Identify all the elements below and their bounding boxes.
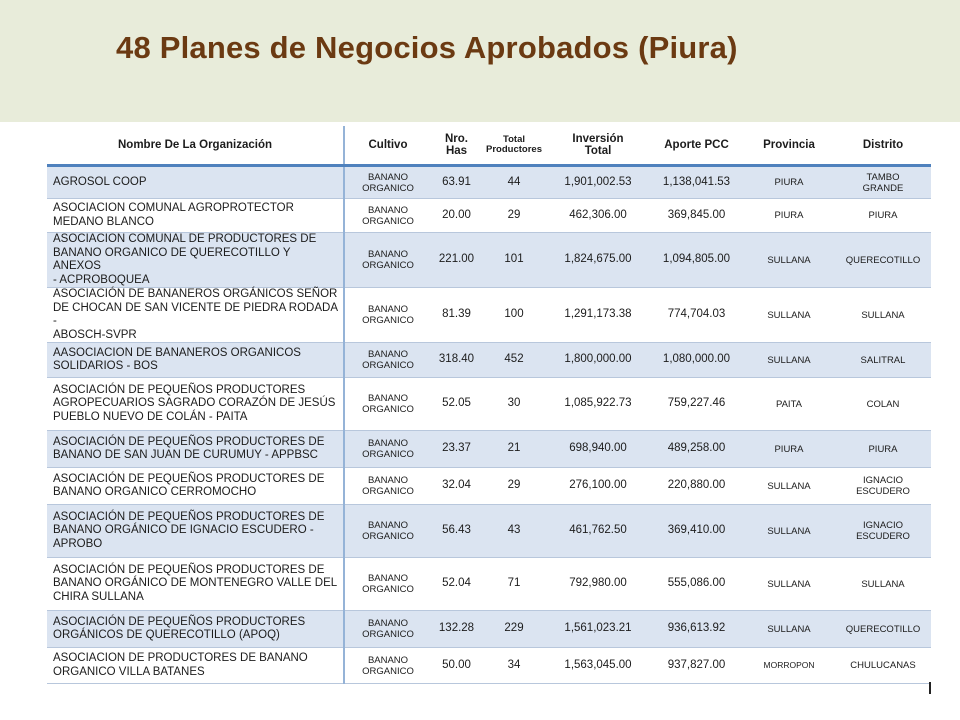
cell-province: MORROPON — [743, 648, 835, 684]
cell-total-producers: 100 — [482, 288, 546, 343]
cell-crop-line: ORGANICO — [362, 260, 414, 271]
cell-crop-line: ORGANICO — [362, 360, 414, 371]
header-organization-name: Nombre De La Organización — [47, 126, 344, 166]
cell-hectares: 318.40 — [431, 343, 482, 378]
header-investment-line1: Inversión — [572, 133, 624, 145]
cell-total-producers: 101 — [482, 233, 546, 288]
cell-crop-line: BANANO — [367, 249, 409, 260]
cell-district — [835, 611, 931, 648]
cell-crop-line: ORGANICO — [362, 584, 414, 595]
cell-province: PIURA — [743, 199, 835, 233]
cell-total-producers: 30 — [482, 378, 546, 431]
header-total-investment — [546, 126, 650, 166]
cell-total-producers: 29 — [482, 468, 546, 505]
table-row — [47, 648, 931, 684]
cell-district — [835, 558, 931, 611]
cell-crop — [344, 431, 431, 468]
cell-crop — [344, 166, 431, 199]
cell-organization-name-line: ASOCIACIÓN DE PEQUEÑOS PRODUCTORES — [53, 383, 306, 396]
cell-hectares: 52.05 — [431, 378, 482, 431]
cell-crop — [344, 343, 431, 378]
cell-organization-name — [47, 166, 344, 199]
cell-district — [835, 199, 931, 233]
cell-organization-name — [47, 468, 344, 505]
table-body — [47, 166, 931, 684]
table-row — [47, 166, 931, 199]
cell-crop — [344, 648, 431, 684]
cell-crop-line: BANANO — [367, 304, 409, 315]
cell-total-investment: 1,085,922.73 — [546, 378, 650, 431]
cell-organization-name-line: AGROSOL COOP — [53, 175, 147, 188]
cell-crop-line: ORGANICO — [362, 486, 414, 497]
cell-province: SULLANA — [743, 505, 835, 558]
cell-hectares: 23.37 — [431, 431, 482, 468]
cell-crop — [344, 468, 431, 505]
cell-province: SULLANA — [743, 343, 835, 378]
cell-province: PIURA — [743, 431, 835, 468]
cell-organization-name-line: ORGÁNICOS DE QUERECOTILLO (APOQ) — [53, 629, 280, 641]
cell-crop — [344, 505, 431, 558]
cell-total-producers: 44 — [482, 166, 546, 199]
cell-pcc-contribution: 369,410.00 — [650, 505, 743, 558]
header-pcc-contribution: Aporte PCC — [650, 126, 743, 166]
cell-organization-name-line: ASOCIACIÓN DE PEQUEÑOS PRODUCTORES DE — [53, 435, 325, 448]
cell-pcc-contribution: 1,138,041.53 — [650, 166, 743, 199]
cell-crop-line: ORGANICO — [362, 404, 414, 415]
cell-organization-name-line: ASOCIACIÓN DE PEQUEÑOS PRODUCTORES — [53, 615, 306, 628]
cell-district-line: SULLANA — [861, 578, 905, 590]
page-title: 48 Planes de Negocios Aprobados (Piura) — [116, 30, 738, 65]
cell-organization-name-line: AASOCIACION DE BANANEROS ORGANICOS — [53, 346, 301, 359]
table-row — [47, 378, 931, 431]
header-district: Distrito — [835, 126, 931, 166]
cell-pcc-contribution: 369,845.00 — [650, 199, 743, 233]
cell-crop-line: BANANO — [367, 520, 409, 531]
table-header-row — [47, 126, 931, 166]
cell-district — [835, 343, 931, 378]
table-row — [47, 343, 931, 378]
cell-crop-line: BANANO — [367, 349, 409, 360]
cell-province: PAITA — [743, 378, 835, 431]
header-hectares-line1: Nro. — [445, 133, 468, 145]
header-crop: Cultivo — [344, 126, 431, 166]
cell-organization-name — [47, 199, 344, 233]
cell-district-line: SULLANA — [861, 309, 905, 321]
cell-crop-line: BANANO — [367, 618, 409, 629]
cell-crop-line: ORGANICO — [362, 315, 414, 326]
cell-crop-line: BANANO — [367, 438, 409, 449]
cell-organization-name-line: ABOSCH-SVPR — [53, 328, 137, 341]
cell-pcc-contribution: 489,258.00 — [650, 431, 743, 468]
cell-total-investment: 1,291,173.38 — [546, 288, 650, 343]
cell-crop-line: ORGANICO — [362, 449, 414, 460]
cell-crop-line: ORGANICO — [362, 531, 414, 542]
table-row — [47, 199, 931, 233]
cell-hectares: 132.28 — [431, 611, 482, 648]
cell-total-investment: 1,563,045.00 — [546, 648, 650, 684]
cell-organization-name-line: DE CHOCAN DE SAN VICENTE DE PIEDRA RODADA - — [53, 301, 338, 327]
table-row — [47, 288, 931, 343]
cell-district — [835, 166, 931, 199]
cell-organization-name-line: ASOCIACION COMUNAL DE PRODUCTORES DE — [53, 233, 317, 245]
cell-district — [835, 378, 931, 431]
cell-total-producers: 229 — [482, 611, 546, 648]
cell-district — [835, 468, 931, 505]
cell-crop-line: ORGANICO — [362, 665, 414, 677]
cell-district-line: GRANDE — [862, 182, 904, 194]
header-hectares — [431, 126, 482, 166]
cell-district-line: IGNACIO — [862, 475, 904, 486]
cell-district — [835, 233, 931, 288]
cell-crop-line: BANANO — [367, 475, 409, 486]
cell-total-producers: 29 — [482, 199, 546, 233]
cell-district — [835, 505, 931, 558]
cell-crop-line: BANANO — [367, 171, 409, 183]
title-band — [0, 0, 960, 122]
cell-pcc-contribution: 1,080,000.00 — [650, 343, 743, 378]
cell-district-line: TAMBO — [866, 171, 900, 183]
cell-crop-line: BANANO — [367, 393, 409, 404]
cell-organization-name-line: BANANO ORGÁNICO DE MONTENEGRO VALLE DEL — [53, 577, 338, 590]
cell-crop-line: ORGANICO — [362, 215, 414, 227]
cell-crop-line: BANANO — [367, 573, 409, 584]
cell-crop — [344, 378, 431, 431]
cell-crop — [344, 611, 431, 648]
cell-district-line: ESCUDERO — [856, 531, 910, 542]
cell-organization-name — [47, 558, 344, 611]
cell-pcc-contribution: 936,613.92 — [650, 611, 743, 648]
business-plans-table — [47, 126, 931, 684]
cell-pcc-contribution: 220,880.00 — [650, 468, 743, 505]
cell-organization-name — [47, 648, 344, 684]
cell-organization-name-line: - ACPROBOQUEA — [53, 273, 150, 286]
cell-province: SULLANA — [743, 288, 835, 343]
cell-total-producers: 21 — [482, 431, 546, 468]
cell-organization-name-line: ASOCIACION COMUNAL AGROPROTECTOR — [53, 202, 294, 214]
cell-pcc-contribution: 555,086.00 — [650, 558, 743, 611]
cell-organization-name-line: AGROPECUARIOS SAGRADO CORAZÓN DE JESÚS — [53, 397, 336, 410]
cell-district — [835, 288, 931, 343]
cell-hectares: 52.04 — [431, 558, 482, 611]
cell-organization-name-line: PUEBLO NUEVO DE COLÁN - PAITA — [53, 410, 248, 423]
cell-district — [835, 431, 931, 468]
cell-total-producers: 43 — [482, 505, 546, 558]
cell-organization-name-line: ASOCIACIÓN DE PEQUEÑOS PRODUCTORES DE — [53, 510, 325, 523]
cell-total-investment: 698,940.00 — [546, 431, 650, 468]
cell-organization-name — [47, 288, 344, 343]
table-row — [47, 611, 931, 648]
cell-organization-name-line: ASOCIACIÓN DE BANANEROS ORGÁNICOS SEÑOR — [53, 288, 338, 300]
cell-organization-name-line: SOLIDARIOS - BOS — [53, 360, 158, 372]
cell-crop-line: ORGANICO — [362, 629, 414, 640]
cell-hectares: 81.39 — [431, 288, 482, 343]
cell-total-investment: 462,306.00 — [546, 199, 650, 233]
header-total-producers — [482, 126, 546, 166]
cell-total-investment: 1,824,675.00 — [546, 233, 650, 288]
cell-province: SULLANA — [743, 558, 835, 611]
cell-organization-name-line: BANANO DE SAN JUAN DE CURUMUY - APPBSC — [53, 449, 318, 461]
cell-organization-name-line: APROBO — [53, 537, 103, 550]
cell-organization-name — [47, 378, 344, 431]
business-plans-table-container — [47, 126, 931, 694]
cell-crop — [344, 233, 431, 288]
cell-district — [835, 648, 931, 684]
cell-hectares: 50.00 — [431, 648, 482, 684]
cell-total-producers: 34 — [482, 648, 546, 684]
cell-district-line: COLAN — [866, 398, 900, 410]
cell-total-investment: 1,901,002.53 — [546, 166, 650, 199]
cell-organization-name-line: ASOCIACION DE PRODUCTORES DE BANANO — [53, 652, 308, 664]
cell-pcc-contribution: 774,704.03 — [650, 288, 743, 343]
cell-province: PIURA — [743, 166, 835, 199]
table-row — [47, 468, 931, 505]
cell-total-producers: 71 — [482, 558, 546, 611]
cell-crop — [344, 199, 431, 233]
cell-organization-name-line: ASOCIACIÓN DE PEQUEÑOS PRODUCTORES DE — [53, 472, 325, 485]
cell-district-line: CHULUCANAS — [850, 660, 916, 671]
cell-province: SULLANA — [743, 611, 835, 648]
cell-hectares: 221.00 — [431, 233, 482, 288]
cell-crop-line: ORGANICO — [362, 182, 414, 194]
header-investment-line2: Total — [584, 145, 612, 157]
cell-organization-name — [47, 343, 344, 378]
cell-hectares: 56.43 — [431, 505, 482, 558]
cell-organization-name-line: MEDANO BLANCO — [53, 215, 154, 228]
header-hectares-line2: Has — [445, 145, 468, 157]
header-producers-line1: Total — [503, 134, 525, 145]
cell-pcc-contribution: 937,827.00 — [650, 648, 743, 684]
cell-organization-name — [47, 611, 344, 648]
cell-pcc-contribution: 759,227.46 — [650, 378, 743, 431]
cell-total-producers: 452 — [482, 343, 546, 378]
cell-total-investment: 1,561,023.21 — [546, 611, 650, 648]
cell-organization-name — [47, 505, 344, 558]
table-row — [47, 431, 931, 468]
header-province: Provincia — [743, 126, 835, 166]
cell-total-investment: 792,980.00 — [546, 558, 650, 611]
cell-organization-name-line: ORGANICO VILLA BATANES — [53, 665, 205, 678]
cell-organization-name — [47, 431, 344, 468]
cell-organization-name-line: BANANO ORGÁNICO DE IGNACIO ESCUDERO - — [53, 524, 314, 537]
cell-district-line: IGNACIO — [862, 520, 904, 531]
cell-total-investment: 1,800,000.00 — [546, 343, 650, 378]
cell-total-investment: 461,762.50 — [546, 505, 650, 558]
cell-district-line: PIURA — [868, 210, 898, 221]
cell-district-line: QUERECOTILLO — [845, 623, 921, 635]
cell-crop-line: BANANO — [367, 204, 409, 216]
cell-crop — [344, 288, 431, 343]
header-producers-line2: Productores — [486, 144, 542, 155]
edge-marker — [929, 682, 931, 694]
table-row — [47, 505, 931, 558]
cell-pcc-contribution: 1,094,805.00 — [650, 233, 743, 288]
cell-organization-name-line: BANANO ORGANICO DE QUERECOTILLO Y ANEXOS — [53, 246, 291, 272]
cell-district-line: ESCUDERO — [856, 486, 910, 497]
table-row — [47, 233, 931, 288]
table-row — [47, 558, 931, 611]
cell-province: SULLANA — [743, 233, 835, 288]
cell-organization-name — [47, 233, 344, 288]
cell-district-line: QUERECOTILLO — [845, 254, 921, 266]
cell-province: SULLANA — [743, 468, 835, 505]
cell-organization-name-line: BANANO ORGANICO CERROMOCHO — [53, 486, 257, 498]
cell-hectares: 20.00 — [431, 199, 482, 233]
cell-crop-line: BANANO — [367, 654, 409, 666]
cell-hectares: 32.04 — [431, 468, 482, 505]
cell-hectares: 63.91 — [431, 166, 482, 199]
cell-total-investment: 276,100.00 — [546, 468, 650, 505]
cell-crop — [344, 558, 431, 611]
cell-district-line: PIURA — [868, 443, 898, 455]
cell-district-line: SALITRAL — [860, 354, 906, 366]
cell-organization-name-line: CHIRA SULLANA — [53, 590, 144, 603]
cell-organization-name-line: ASOCIACIÓN DE PEQUEÑOS PRODUCTORES DE — [53, 563, 325, 576]
